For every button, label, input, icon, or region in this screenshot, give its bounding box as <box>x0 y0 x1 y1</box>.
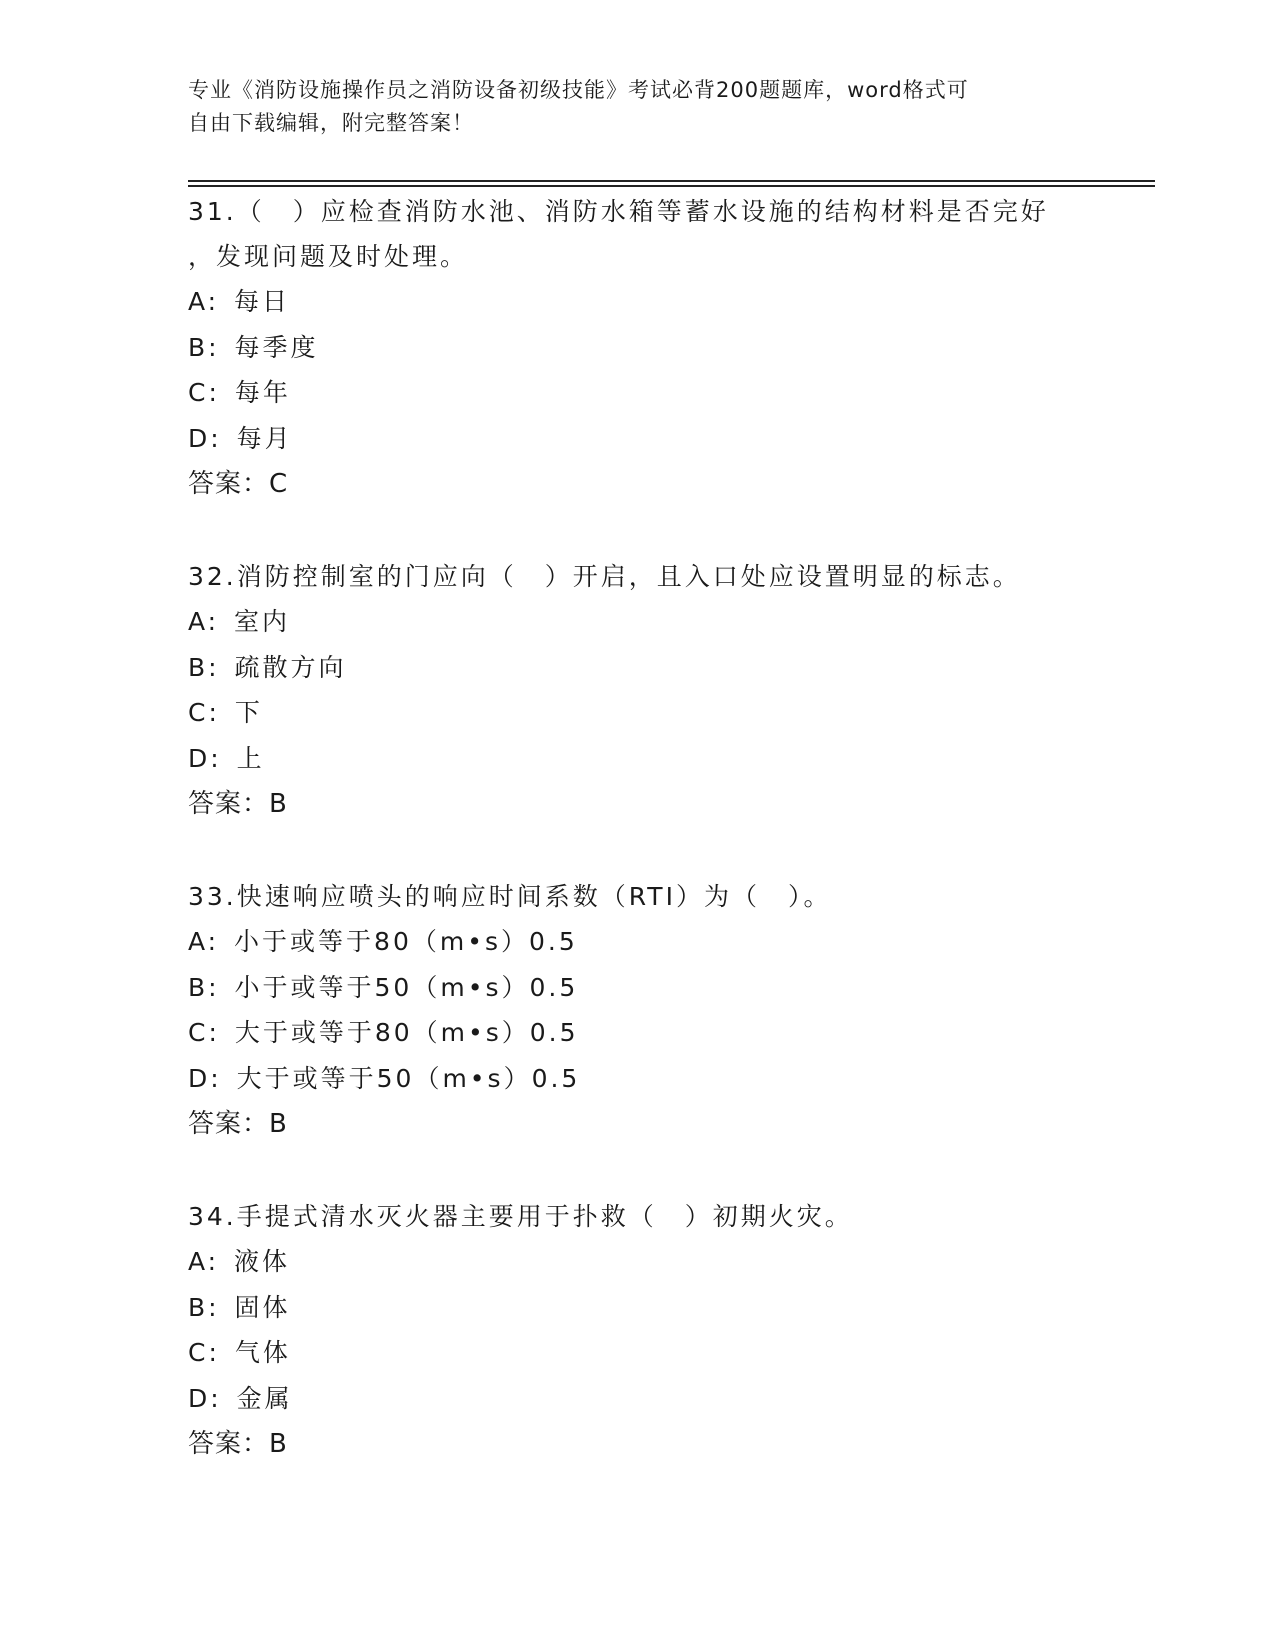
question-stem-line-1: 33.快速响应喷头的响应时间系数（RTI）为（ ）。 <box>188 882 832 911</box>
option-d <box>188 1056 1128 1102</box>
answer-line: 答案：B <box>188 789 288 819</box>
option-text: 上 <box>236 743 265 773</box>
option-a <box>188 279 1128 325</box>
option-key: B: <box>188 652 220 682</box>
option-d <box>188 416 1128 462</box>
question-33 <box>188 874 1128 1147</box>
option-text: 室内 <box>234 607 291 636</box>
question-stem <box>188 554 1128 599</box>
option-d <box>188 1376 1128 1422</box>
option-a <box>188 1239 1128 1285</box>
option-text: 大于或等于50（m•s）0.5 <box>236 1063 581 1093</box>
question-34 <box>188 1194 1128 1467</box>
option-text: 固体 <box>234 1292 291 1322</box>
option-key: A: <box>188 287 220 316</box>
option-key: C: <box>188 1338 220 1367</box>
option-c <box>188 370 1128 416</box>
option-text: 每年 <box>234 378 291 407</box>
document-header <box>188 74 1088 140</box>
question-stem-line-1: 32.消防控制室的门应向（ ）开启，且入口处应设置明显的标志。 <box>188 562 1021 591</box>
header-divider-top <box>188 180 1155 182</box>
option-key: B: <box>188 972 220 1002</box>
option-text: 每季度 <box>234 332 319 362</box>
answer-line: 答案：B <box>188 1109 288 1139</box>
question-31 <box>188 189 1128 507</box>
option-c <box>188 690 1128 736</box>
option-c <box>188 1330 1128 1376</box>
option-text: 每日 <box>234 287 291 316</box>
option-text: 下 <box>234 698 263 727</box>
option-text: 每月 <box>236 423 293 453</box>
option-key: C: <box>188 1018 220 1047</box>
question-stem <box>188 1194 1128 1239</box>
option-text: 大于或等于80（m•s）0.5 <box>234 1018 579 1047</box>
option-a <box>188 919 1128 965</box>
question-stem <box>188 874 1128 919</box>
option-text: 小于或等于50（m•s）0.5 <box>234 972 579 1002</box>
option-key: B: <box>188 1292 220 1322</box>
option-text: 疏散方向 <box>234 652 347 682</box>
option-key: D: <box>188 423 222 453</box>
answer-line: 答案：C <box>188 469 289 499</box>
answer-line: 答案：B <box>188 1429 288 1459</box>
question-stem <box>188 189 1128 279</box>
option-key: D: <box>188 743 222 773</box>
header-title-line-2: 自由下载编辑，附完整答案！ <box>188 111 474 135</box>
question-stem-line-1: 34.手提式清水灭火器主要用于扑救（ ）初期火灾。 <box>188 1202 853 1231</box>
question-32 <box>188 554 1128 827</box>
option-text: 液体 <box>234 1247 291 1276</box>
option-text: 小于或等于80（m•s）0.5 <box>234 927 578 956</box>
option-key: A: <box>188 607 220 636</box>
header-divider-bottom <box>188 185 1155 187</box>
option-key: C: <box>188 698 220 727</box>
option-b <box>188 325 1128 371</box>
option-d <box>188 736 1128 782</box>
question-stem-line-1: 31.（ ）应检查消防水池、消防水箱等蓄水设施的结构材料是否完好 <box>188 197 1049 226</box>
option-c <box>188 1010 1128 1056</box>
option-key: B: <box>188 332 220 362</box>
option-a <box>188 599 1128 645</box>
question-stem-line-2: ，发现问题及时处理。 <box>188 242 469 271</box>
option-b <box>188 965 1128 1011</box>
option-key: A: <box>188 927 220 956</box>
option-text: 金属 <box>236 1383 293 1413</box>
header-title-line-1: 专业《消防设施操作员之消防设备初级技能》考试必背200题题库，word格式可 <box>188 78 969 102</box>
option-text: 气体 <box>234 1338 291 1367</box>
option-key: D: <box>188 1063 222 1093</box>
option-b <box>188 1285 1128 1331</box>
option-b <box>188 645 1128 691</box>
option-key: A: <box>188 1247 220 1276</box>
option-key: C: <box>188 378 220 407</box>
option-key: D: <box>188 1383 222 1413</box>
